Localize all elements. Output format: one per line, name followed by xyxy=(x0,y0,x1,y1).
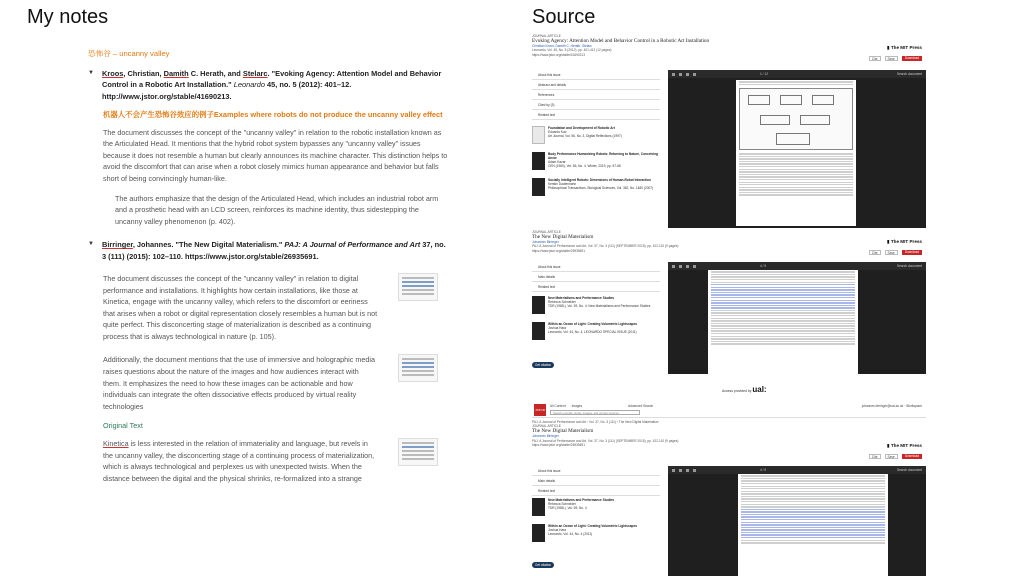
sidebar-item[interactable]: Abstract and details xyxy=(532,80,660,90)
note-paragraph: Additionally, the document mentions that the use of immersive and holographic media raises questions about the nature of the images and how audiences interact with them. It emphasizes the need to how these images can be actionable and how individuals can integrate the often dissociative effects produced by virtual reality technologies xyxy=(103,355,375,411)
sidebar-item[interactable]: Cited by (3) xyxy=(532,100,660,110)
sidebar-item[interactable]: References xyxy=(532,90,660,100)
note-subtitle: 机器人不会产生恐怖谷效应的例子Examples where robots do not produce the uncanny valley effect xyxy=(103,109,443,119)
download-button[interactable]: Download xyxy=(902,454,922,459)
collapse-triangle-icon[interactable]: ▼ xyxy=(88,69,94,76)
cite-button[interactable]: Cite xyxy=(869,56,881,61)
pdf-page xyxy=(708,270,858,374)
article-type-label: JOURNAL ARTICLE xyxy=(532,230,561,234)
original-text-label: Original Text xyxy=(103,421,143,431)
sidebar-item[interactable]: Related text xyxy=(532,282,660,292)
sidebar-item[interactable]: Related text xyxy=(532,486,660,496)
article-authors[interactable]: Christian Kroos, Damith C. Herath, Stelarc xyxy=(532,44,592,49)
article-meta: PAJ: A Journal of Performance and Art, Vol. 37, No. 3 (111) (SEPTEMBER 2015), pp. 102-110 (9 pages) xyxy=(532,438,679,443)
publisher-label: ▮ The MIT Press xyxy=(887,443,922,448)
reference-item-2 xyxy=(88,239,448,263)
reference-body-1 xyxy=(103,109,448,227)
related-card[interactable]: Body Performance Humanizing Robots: Returning to Nature, Conceiving Anew Adam Kazar CEN (1960), Vol. 56, No. 4, Winter, 2019, pp. 57-68 xyxy=(532,152,660,178)
search-tabs xyxy=(550,404,653,408)
page-indicator: 1 / 12 xyxy=(760,71,768,76)
advanced-search-link[interactable]: Advanced Search xyxy=(628,404,654,408)
pdf-page xyxy=(736,80,856,226)
pdf-viewer[interactable] xyxy=(668,466,926,576)
related-list xyxy=(532,296,660,348)
reference-body-2 xyxy=(103,273,448,485)
note-paragraph: The document discusses the concept of the "uncanny valley" in relation to digital performance and installations. It highlights how certain installations, like those at Kinetica, engage with the uncanny valley, which refers to the discomfort or eeriness that arises when a robot or digital representation closely resembles a human but is not quite perfect. This disconcerting stage of materialization is described as a continuing process that is always technological in nature (p. 105). xyxy=(103,273,378,341)
related-card[interactable]: Socially Intelligent Robots: Dimensions of Human-Robot Interaction Kerstin Dautenhahn Philosophical Transactions, Biological Sciences, Vol. 362, No. 1480 (2007) xyxy=(532,178,660,204)
publisher-label: ▮ The MIT Press xyxy=(887,45,922,50)
source-thumbnail[interactable] xyxy=(398,438,438,466)
reference-citation-1: Kroos, Christian, Damith C. Herath, and Stelarc. "Evoking Agency: Attention Model and Behavior Control in a Robotic Art Installation." Leonardo 45, no. 5 (2012): 401–12. http://www.jstor.org/stable/41690213. xyxy=(102,68,442,102)
pdf-viewer[interactable] xyxy=(668,70,926,228)
viewer-toolbar xyxy=(668,262,926,270)
source-screenshot-1 xyxy=(532,34,926,234)
article-authors[interactable]: Johannes Birringer xyxy=(532,240,559,245)
article-type-label: JOURNAL ARTICLE xyxy=(532,34,561,38)
related-card[interactable]: New Materialisms and Performance Studies Rebecca Schneider TDR (1988-), Vol. 59, No. 4 xyxy=(532,498,660,524)
pdf-page xyxy=(738,474,888,576)
article-title: The New Digital Materialism xyxy=(532,234,594,241)
article-type-label: JOURNAL ARTICLE xyxy=(532,424,561,429)
article-url[interactable]: https://www.jstor.org/stable/41690213 xyxy=(532,52,585,57)
related-list xyxy=(532,498,660,550)
search-input[interactable]: Search journals, books, images, and primary sources xyxy=(550,410,640,415)
article-title: Evoking Agency: Attention Model and Behavior Control in a Robotic Art Installation xyxy=(532,38,710,45)
article-authors[interactable]: Johannes Birringer xyxy=(532,434,559,439)
related-card[interactable]: Foundation and Development of Robotic Art Eduardo Kac Art Journal, Vol. 56, No. 3, Digital Reflections (1997) xyxy=(532,126,660,152)
source-thumbnail[interactable] xyxy=(398,273,438,301)
save-button[interactable]: Save xyxy=(885,250,898,255)
related-card[interactable]: Within an Ocean of Light: Creating Volumetric Lightscapes Joshua Hara Leonardo, Vol. 44, No. 4, LEONARDO SPECIAL ISSUE (2011) xyxy=(532,322,660,348)
diagram-figure xyxy=(739,88,853,150)
jstor-logo[interactable]: JSTOR xyxy=(534,404,546,416)
action-buttons xyxy=(869,250,922,255)
action-buttons xyxy=(869,454,922,459)
reference-item-1 xyxy=(88,68,448,103)
page-indicator: 4 / 9 xyxy=(760,467,767,472)
tab-images[interactable]: Images xyxy=(571,404,583,408)
viewer-toolbar xyxy=(668,70,926,78)
sidebar-item[interactable]: Related text xyxy=(532,110,660,120)
note-row xyxy=(103,354,448,420)
publisher-label: ▮ The MIT Press xyxy=(887,239,922,244)
sidebar xyxy=(532,262,660,292)
note-paragraph: The document discusses the concept of the "uncanny valley" in relation to the robotic installation known as the Articulated Head. It mentions that the hybrid robot system bypasses any "uncanny valley" issues because it does not resemble a human but clearly announces its machine character. This distinction helps to avoid the discomfort that can arise when a robot closely mimics human appearance and behavior but falls short of being convincingly human-like. xyxy=(103,127,448,183)
article-header xyxy=(532,420,678,447)
article-meta: Leonardo, Vol. 45, No. 5 (2012), pp. 401-412 (12 pages) xyxy=(532,48,612,53)
notes-heading: My notes xyxy=(27,6,109,28)
note-row xyxy=(103,273,448,351)
sidebar xyxy=(532,70,660,120)
note-row xyxy=(103,438,448,484)
download-button[interactable]: Download xyxy=(902,250,922,255)
cite-button[interactable]: Cite xyxy=(869,454,881,459)
note-paragraph-indented: The authors emphasize that the design of the Articulated Head, which includes an industrial robot arm and a prosthetic head with an LCD screen, reinforces its machine identity, thus sidestepping the uncanny valley phenomenon (p. 402). xyxy=(115,193,439,226)
save-button[interactable]: Save xyxy=(885,454,898,459)
get-citation-button[interactable]: Get citation xyxy=(532,562,554,568)
reference-citation-2: Birringer, Johannes. "The New Digital Materialism." PAJ: A Journal of Performance and Art 37, no. 3 (111) (2015): 102–110. https://www.jstor.org/stable/26935691. xyxy=(102,240,446,262)
sidebar xyxy=(532,466,660,496)
sidebar-item[interactable]: Main details xyxy=(532,272,660,282)
section-title: 恐怖谷 – uncanny valley xyxy=(88,49,170,58)
pdf-viewer[interactable] xyxy=(668,262,926,374)
notes-panel xyxy=(88,48,448,484)
user-account[interactable]: johannes.birringer@ual.ac.uk · Workspace xyxy=(861,404,922,408)
sidebar-item[interactable]: About this issue xyxy=(532,466,660,476)
viewer-toolbar xyxy=(668,466,926,474)
sidebar-item[interactable]: About this issue xyxy=(532,70,660,80)
sidebar-item[interactable]: About this issue xyxy=(532,262,660,272)
save-button[interactable]: Save xyxy=(885,56,898,61)
viewer-search[interactable]: Search document xyxy=(897,71,922,76)
related-card[interactable]: New Materialisms and Performance Studies Rebecca Schneider TDR (1988-), Vol. 59, No. 4: New Materialisms and Performance Studies xyxy=(532,296,660,322)
cite-button[interactable]: Cite xyxy=(869,250,881,255)
article-url[interactable]: https://www.jstor.org/stable/26935691 xyxy=(532,442,585,447)
get-citation-button[interactable]: Get citation xyxy=(532,362,554,368)
viewer-search[interactable]: Search document xyxy=(897,467,922,472)
download-button[interactable]: Download xyxy=(902,56,922,61)
source-thumbnail[interactable] xyxy=(398,354,438,382)
source-heading: Source xyxy=(532,6,596,28)
source-screenshot-2 xyxy=(532,230,926,408)
original-text: Kinetica is less interested in the relation of immateriality and language, but revels in the uncanny valley, the disconcerting stage of a continuing process of materialization, which is always technological and perplexes us with unexpected twists. When the distance between the digital and the physical shrinks, re-formalized into a strange xyxy=(103,439,375,483)
breadcrumb[interactable]: PAJ: A Journal of Performance and Art › Vol. 37, No. 3 (111) › The New Digital Materialism xyxy=(532,420,659,424)
article-title: The New Digital Materialism xyxy=(532,428,594,435)
article-meta: PAJ: A Journal of Performance and Art, Vol. 37, No. 3 (111) (SEPTEMBER 2015), pp. 102-110 (9 pages) xyxy=(532,244,679,249)
tab-all-content[interactable]: All Content xyxy=(550,404,566,408)
action-buttons xyxy=(869,56,922,61)
page-indicator: 4 / 9 xyxy=(760,263,767,268)
jstor-header xyxy=(532,402,926,418)
sidebar-item[interactable]: Main details xyxy=(532,476,660,486)
related-list xyxy=(532,126,660,204)
access-provided: Access provided by ual: xyxy=(722,385,767,394)
collapse-triangle-icon[interactable]: ▼ xyxy=(88,241,94,248)
article-url[interactable]: https://www.jstor.org/stable/26935691 xyxy=(532,248,585,253)
source-screenshot-3 xyxy=(532,402,926,576)
related-card[interactable]: Within an Ocean of Light: Creating Volumetric Lightscapes Joshua Hara Leonardo, Vol. 44, No. 4 (2011) xyxy=(532,524,660,550)
viewer-search[interactable]: Search document xyxy=(897,263,922,268)
